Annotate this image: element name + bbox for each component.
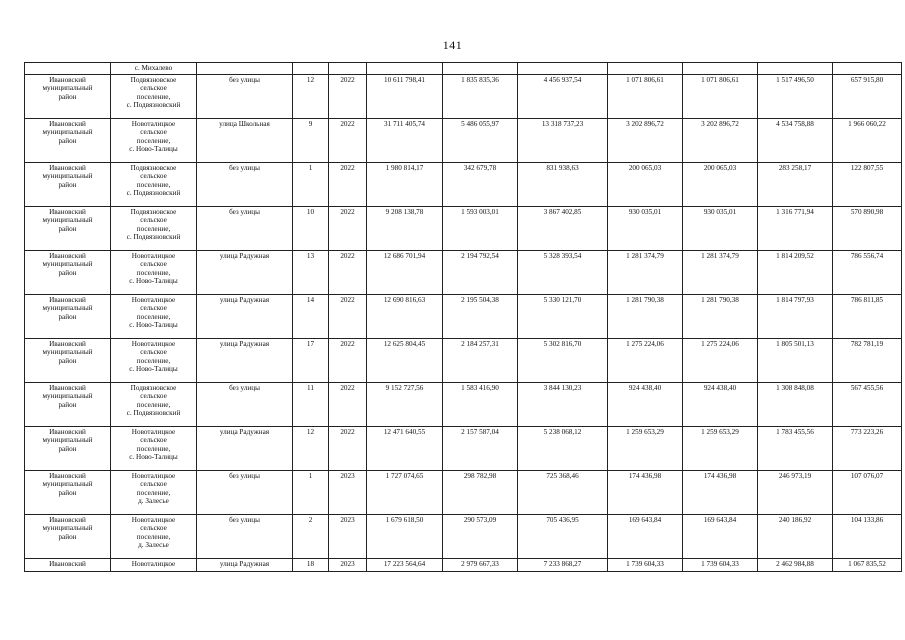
- amount-cell: 570 890,98: [833, 207, 902, 251]
- settlement-cell-line: с. Ново-Талицы: [129, 321, 178, 330]
- settlement-cell-line: с. Подвязновский: [126, 233, 181, 242]
- district-cell-line: Ивановский: [49, 516, 86, 524]
- settlement-cell-line: поселение,: [136, 488, 171, 497]
- table-row: [25, 515, 902, 559]
- district-cell-line: район: [58, 356, 77, 365]
- settlement-cell-line: с. Подвязновский: [126, 409, 181, 418]
- table-row: [25, 295, 902, 339]
- settlement-cell: с. Михалево: [111, 63, 197, 75]
- amount-cell: 240 186,92: [758, 515, 833, 559]
- amount-cell: 107 076,07: [833, 471, 902, 515]
- district-cell-line: Ивановский: [49, 208, 86, 216]
- street-cell: улица Школьная: [197, 119, 293, 163]
- district-cell: [25, 63, 111, 75]
- district-cell-line: Ивановский: [49, 340, 86, 348]
- house-cell: 11: [293, 383, 329, 427]
- amount-cell: 10 611 798,41: [367, 75, 443, 119]
- house-cell: 10: [293, 207, 329, 251]
- year-cell: 2023: [329, 471, 367, 515]
- amount-cell: 9 152 727,56: [367, 383, 443, 427]
- district-cell-line: муниципальный: [42, 480, 93, 489]
- district-cell-line: муниципальный: [42, 304, 93, 313]
- settlement-cell-line: Подвязновское: [130, 384, 177, 392]
- settlement-cell-line: поселение,: [136, 268, 171, 277]
- year-cell: 2022: [329, 207, 367, 251]
- district-cell-line: муниципальный: [42, 436, 93, 445]
- district-cell-line: Ивановский: [49, 384, 86, 392]
- amount-cell: [833, 63, 902, 75]
- settlement-cell: [111, 119, 197, 163]
- amount-cell: 1 281 790,38: [683, 295, 758, 339]
- amount-cell: 1 739 604,33: [683, 559, 758, 572]
- settlement-cell-line: Новоталицкое: [131, 252, 176, 260]
- amount-cell: 122 807,55: [833, 163, 902, 207]
- amount-cell: 200 065,03: [608, 163, 683, 207]
- amount-cell: 104 133,86: [833, 515, 902, 559]
- amount-cell: 1 805 501,13: [758, 339, 833, 383]
- house-cell: 14: [293, 295, 329, 339]
- settlement-cell-line: сельское: [140, 128, 167, 137]
- district-cell-line: муниципальный: [42, 392, 93, 401]
- settlement-cell-line: поселение,: [136, 180, 171, 189]
- amount-cell: 2 194 792,54: [443, 251, 518, 295]
- settlement-cell-line: поселение,: [136, 312, 171, 321]
- district-cell-line: район: [58, 488, 77, 497]
- district-cell: [25, 163, 111, 207]
- house-cell: 13: [293, 251, 329, 295]
- settlement-cell-line: с. Ново-Талицы: [129, 277, 178, 286]
- settlement-cell-line: с. Подвязновский: [126, 189, 181, 198]
- settlement-cell-line: с. Ново-Талицы: [129, 145, 178, 154]
- district-cell-line: район: [58, 532, 77, 541]
- amount-cell: 169 643,84: [683, 515, 758, 559]
- amount-cell: [683, 63, 758, 75]
- street-cell: [197, 63, 293, 75]
- table-row: [25, 471, 902, 515]
- settlement-cell-line: поселение,: [136, 400, 171, 409]
- amount-cell: 1 814 209,52: [758, 251, 833, 295]
- district-cell-line: муниципальный: [42, 348, 93, 357]
- amount-cell: 1 583 416,90: [443, 383, 518, 427]
- amount-cell: [758, 63, 833, 75]
- amount-cell: 12 471 640,55: [367, 427, 443, 471]
- district-cell-line: муниципальный: [42, 84, 93, 93]
- amount-cell: 1 316 771,94: [758, 207, 833, 251]
- table-row: [25, 63, 902, 75]
- street-cell: без улицы: [197, 471, 293, 515]
- district-cell-line: район: [58, 444, 77, 453]
- amount-cell: 2 184 257,31: [443, 339, 518, 383]
- amount-cell: 1 814 797,93: [758, 295, 833, 339]
- amount-cell: 246 973,19: [758, 471, 833, 515]
- amount-cell: 930 035,01: [608, 207, 683, 251]
- amount-cell: 1 783 455,56: [758, 427, 833, 471]
- amount-cell: 1 071 806,61: [608, 75, 683, 119]
- amount-cell: 782 781,19: [833, 339, 902, 383]
- district-cell-line: муниципальный: [42, 216, 93, 225]
- amount-cell: 1 727 074,65: [367, 471, 443, 515]
- amount-cell: 12 625 804,45: [367, 339, 443, 383]
- street-cell: без улицы: [197, 207, 293, 251]
- amount-cell: [518, 63, 608, 75]
- amount-cell: 5 486 055,97: [443, 119, 518, 163]
- settlement-cell: [111, 295, 197, 339]
- district-cell-line: район: [58, 180, 77, 189]
- settlement-cell: [111, 75, 197, 119]
- street-cell: улица Радужная: [197, 251, 293, 295]
- amount-cell: [608, 63, 683, 75]
- amount-cell: 2 979 667,33: [443, 559, 518, 572]
- amount-cell: 298 782,98: [443, 471, 518, 515]
- amount-cell: 2 462 984,88: [758, 559, 833, 572]
- amount-cell: 1 067 835,52: [833, 559, 902, 572]
- amount-cell: 12 686 701,94: [367, 251, 443, 295]
- settlement-cell-line: д. Залесье: [138, 541, 169, 550]
- amount-cell: 174 436,98: [683, 471, 758, 515]
- district-cell-line: Ивановский: [49, 296, 86, 304]
- settlement-cell-line: с. Ново-Талицы: [129, 365, 178, 374]
- settlement-cell: [111, 427, 197, 471]
- amount-cell: 725 368,46: [518, 471, 608, 515]
- amount-cell: 1 308 848,08: [758, 383, 833, 427]
- house-cell: 18: [293, 559, 329, 572]
- amount-cell: 7 233 868,27: [518, 559, 608, 572]
- district-cell: [25, 515, 111, 559]
- settlement-cell: [111, 251, 197, 295]
- settlement-cell-line: Новоталицкое: [131, 340, 176, 348]
- settlement-cell-line: д. Залесье: [138, 497, 169, 506]
- street-cell: улица Радужная: [197, 295, 293, 339]
- settlement-cell: [111, 207, 197, 251]
- settlement-cell-line: поселение,: [136, 532, 171, 541]
- district-cell-line: Ивановский: [49, 164, 86, 172]
- district-cell: [25, 207, 111, 251]
- district-cell-line: район: [58, 312, 77, 321]
- settlement-cell-line: сельское: [140, 348, 167, 357]
- settlement-cell-line: поселение,: [136, 356, 171, 365]
- settlement-cell-line: сельское: [140, 392, 167, 401]
- amount-cell: 924 438,40: [608, 383, 683, 427]
- settlement-cell-line: Подвязновское: [130, 208, 177, 216]
- amount-cell: 3 844 130,23: [518, 383, 608, 427]
- house-cell: 1: [293, 471, 329, 515]
- amount-cell: 1 679 618,50: [367, 515, 443, 559]
- amount-cell: 1 071 806,61: [683, 75, 758, 119]
- settlement-cell: [111, 163, 197, 207]
- amount-cell: 3 867 402,85: [518, 207, 608, 251]
- house-cell: 12: [293, 427, 329, 471]
- amount-cell: 174 436,98: [608, 471, 683, 515]
- settlement-cell-line: Подвязновское: [130, 164, 177, 172]
- year-cell: 2023: [329, 515, 367, 559]
- settlement-cell: [111, 383, 197, 427]
- page-number: 141: [442, 38, 463, 52]
- settlement-cell: Новоталицкое: [111, 559, 197, 572]
- district-cell-line: Ивановский: [49, 428, 86, 436]
- district-cell: [25, 251, 111, 295]
- house-cell: 1: [293, 163, 329, 207]
- amount-cell: 786 556,74: [833, 251, 902, 295]
- settlement-cell-line: поселение,: [136, 444, 171, 453]
- amount-cell: [367, 63, 443, 75]
- district-cell: [25, 383, 111, 427]
- district-cell-line: район: [58, 136, 77, 145]
- settlement-cell: [111, 471, 197, 515]
- amount-cell: 657 915,80: [833, 75, 902, 119]
- settlement-cell-line: сельское: [140, 524, 167, 533]
- amount-cell: 3 202 896,72: [683, 119, 758, 163]
- amount-cell: 5 328 393,54: [518, 251, 608, 295]
- amount-cell: 567 455,56: [833, 383, 902, 427]
- amount-cell: 831 938,63: [518, 163, 608, 207]
- amount-cell: 2 195 504,38: [443, 295, 518, 339]
- year-cell: 2022: [329, 119, 367, 163]
- amount-cell: 4 456 937,54: [518, 75, 608, 119]
- district-cell-line: Ивановский: [49, 76, 86, 84]
- district-cell-line: район: [58, 268, 77, 277]
- settlement-cell-line: Новоталицкое: [131, 296, 176, 304]
- district-cell-line: Ивановский: [49, 472, 86, 480]
- settlement-cell-line: Новоталицкое: [131, 120, 176, 128]
- table-row: [25, 251, 902, 295]
- settlement-cell-line: Новоталицкое: [131, 472, 176, 480]
- district-cell-line: муниципальный: [42, 172, 93, 181]
- house-cell: 2: [293, 515, 329, 559]
- settlement-cell-line: Новоталицкое: [131, 428, 176, 436]
- amount-cell: 924 438,40: [683, 383, 758, 427]
- amount-cell: 17 223 564,64: [367, 559, 443, 572]
- amount-cell: 1 593 003,01: [443, 207, 518, 251]
- amount-cell: 1 281 374,79: [608, 251, 683, 295]
- street-cell: без улицы: [197, 383, 293, 427]
- street-cell: улица Радужная: [197, 559, 293, 572]
- street-cell: улица Радужная: [197, 339, 293, 383]
- table-body: [25, 63, 902, 572]
- settlement-cell-line: с. Ново-Талицы: [129, 453, 178, 462]
- house-cell: 17: [293, 339, 329, 383]
- house-cell: 12: [293, 75, 329, 119]
- amount-cell: 1 281 374,79: [683, 251, 758, 295]
- amount-cell: 31 711 405,74: [367, 119, 443, 163]
- district-cell-line: муниципальный: [42, 260, 93, 269]
- amount-cell: [443, 63, 518, 75]
- settlement-cell-line: с. Подвязновский: [126, 101, 181, 110]
- district-cell: [25, 427, 111, 471]
- settlement-cell-line: сельское: [140, 84, 167, 93]
- table-row: [25, 427, 902, 471]
- district-cell: [25, 339, 111, 383]
- amount-cell: 1 517 496,50: [758, 75, 833, 119]
- district-cell: [25, 471, 111, 515]
- year-cell: 2022: [329, 427, 367, 471]
- amount-cell: 1 275 224,06: [683, 339, 758, 383]
- district-cell-line: район: [58, 92, 77, 101]
- amount-cell: 1 966 060,22: [833, 119, 902, 163]
- district-cell-line: муниципальный: [42, 524, 93, 533]
- settlement-cell-line: сельское: [140, 260, 167, 269]
- amount-cell: 1 980 814,17: [367, 163, 443, 207]
- amount-cell: 1 259 653,29: [608, 427, 683, 471]
- year-cell: [329, 63, 367, 75]
- street-cell: без улицы: [197, 515, 293, 559]
- district-cell-line: муниципальный: [42, 128, 93, 137]
- settlement-cell-line: поселение,: [136, 136, 171, 145]
- table-row: [25, 339, 902, 383]
- amount-cell: 290 573,09: [443, 515, 518, 559]
- settlement-cell: [111, 339, 197, 383]
- amount-cell: 1 739 604,33: [608, 559, 683, 572]
- amount-cell: 342 679,78: [443, 163, 518, 207]
- table-row: [25, 75, 902, 119]
- amount-cell: 5 330 121,70: [518, 295, 608, 339]
- district-cell-line: район: [58, 224, 77, 233]
- district-cell: Ивановский: [25, 559, 111, 572]
- district-cell: [25, 75, 111, 119]
- district-cell-line: Ивановский: [49, 120, 86, 128]
- street-cell: улица Радужная: [197, 427, 293, 471]
- amount-cell: 930 035,01: [683, 207, 758, 251]
- year-cell: 2022: [329, 163, 367, 207]
- amount-cell: 169 643,84: [608, 515, 683, 559]
- settlement-cell-line: сельское: [140, 172, 167, 181]
- amount-cell: 9 208 138,78: [367, 207, 443, 251]
- street-cell: без улицы: [197, 163, 293, 207]
- settlement-cell: [111, 515, 197, 559]
- amount-cell: 5 238 068,12: [518, 427, 608, 471]
- amount-cell: 283 258,17: [758, 163, 833, 207]
- house-cell: 9: [293, 119, 329, 163]
- settlement-cell-line: поселение,: [136, 224, 171, 233]
- amount-cell: 4 534 758,88: [758, 119, 833, 163]
- housing-repair-table: [24, 62, 902, 572]
- table-row: [25, 207, 902, 251]
- amount-cell: 3 202 896,72: [608, 119, 683, 163]
- district-cell: [25, 295, 111, 339]
- year-cell: 2022: [329, 383, 367, 427]
- amount-cell: 1 275 224,06: [608, 339, 683, 383]
- year-cell: 2023: [329, 559, 367, 572]
- amount-cell: 705 436,95: [518, 515, 608, 559]
- table-row: [25, 119, 902, 163]
- amount-cell: 2 157 587,04: [443, 427, 518, 471]
- district-cell-line: Ивановский: [49, 252, 86, 260]
- street-cell: без улицы: [197, 75, 293, 119]
- table-row: [25, 163, 902, 207]
- amount-cell: 786 811,85: [833, 295, 902, 339]
- settlement-cell-line: сельское: [140, 216, 167, 225]
- district-cell-line: район: [58, 400, 77, 409]
- amount-cell: 200 065,03: [683, 163, 758, 207]
- year-cell: 2022: [329, 75, 367, 119]
- amount-cell: 773 223,26: [833, 427, 902, 471]
- table-row: [25, 559, 902, 572]
- amount-cell: 13 318 737,23: [518, 119, 608, 163]
- year-cell: 2022: [329, 339, 367, 383]
- amount-cell: 5 302 816,70: [518, 339, 608, 383]
- year-cell: 2022: [329, 295, 367, 339]
- settlement-cell-line: сельское: [140, 304, 167, 313]
- settlement-cell-line: сельское: [140, 436, 167, 445]
- house-cell: [293, 63, 329, 75]
- amount-cell: 12 690 816,63: [367, 295, 443, 339]
- settlement-cell-line: Подвязновское: [130, 76, 177, 84]
- table-row: [25, 383, 902, 427]
- settlement-cell-line: поселение,: [136, 92, 171, 101]
- year-cell: 2022: [329, 251, 367, 295]
- amount-cell: 1 281 790,38: [608, 295, 683, 339]
- amount-cell: 1 259 653,29: [683, 427, 758, 471]
- district-cell: [25, 119, 111, 163]
- settlement-cell-line: сельское: [140, 480, 167, 489]
- settlement-cell-line: Новоталицкое: [131, 516, 176, 524]
- amount-cell: 1 835 835,36: [443, 75, 518, 119]
